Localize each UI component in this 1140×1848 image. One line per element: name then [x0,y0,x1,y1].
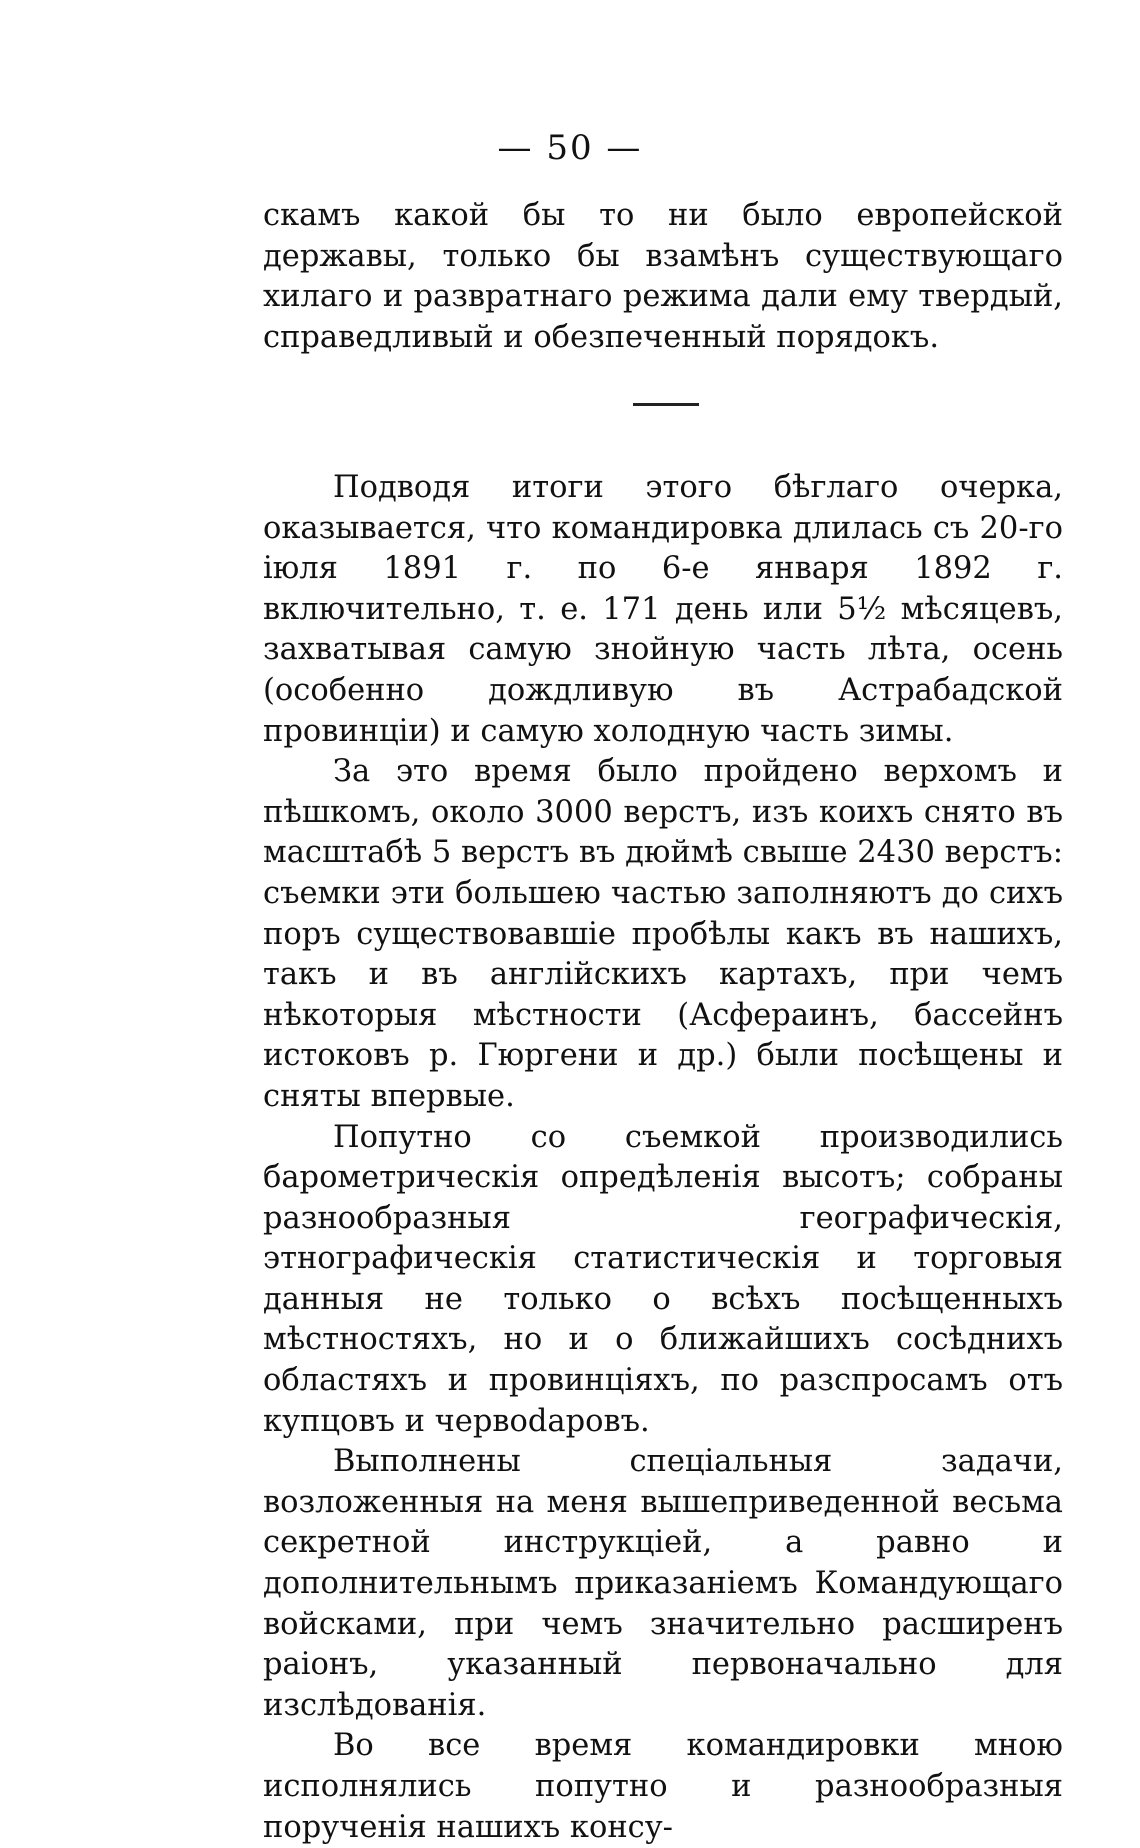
page-number: — 50 — [497,128,643,168]
paragraph: За это время было пройдено верхомъ и пѣшкомъ, около 3000 верстъ, изъ коихъ снято въ масштабѣ 5 верстъ въ дюймѣ свыше 2430 верстъ: съемки эти большею частью заполняютъ до сихъ поръ существовавшіе пробѣлы какъ въ нашихъ, такъ и въ англійскихъ картахъ, при чемъ нѣкоторыя мѣстности (Асфераинъ, бассейнъ истоковъ р. Гюргени и др.) были посѣщены и сняты впервые. [263,754,1063,1114]
paragraph: Выполнены спеціальныя задачи, возложенныя на меня вышеприведенной весьма секретной инструкціей, а равно и дополнительнымъ приказаніемъ Командующаго войсками, при чемъ значительно расширенъ раіонъ, указанный первоначально для изслѣдованія. [263,1444,1063,1723]
paragraph: Попутно со съемкой производились барометрическія опредѣленія высотъ; собраны разнообразныя географическія, этнографическія статистическія и торговыя данныя не только о всѣхъ посѣщенныхъ мѣстностяхъ, но и о ближайшихъ сосѣднихъ областяхъ и провинціяхъ, по разспросамъ отъ купцовъ и червodаровъ. [263,1119,1063,1439]
paragraph: Подводя итоги этого бѣглаго очерка, оказывается, что командировка длилась съ 20-го іюля 1891 г. по 6-е января 1892 г. включительно, т. е. 171 день или 5½ мѣсяцевъ, захватывая самую знойную часть лѣта, осень (особенно дождливую въ Астрабадской провинціи) и самую холодную часть зимы. [263,470,1063,749]
paragraph: Во все время командировки мною исполнялись попутно и разнообразныя порученія нашихъ консу- [263,1728,1063,1845]
text-block-main [263,468,1063,1848]
section-divider [633,403,699,406]
paragraph: скамъ какой бы то ни было европейской державы, только бы взамѣнъ существующаго хилаго и развратнаго режима дали ему твердый, справедливый и обезпеченный порядокъ. [263,198,1063,355]
text-block-top [263,196,1063,358]
